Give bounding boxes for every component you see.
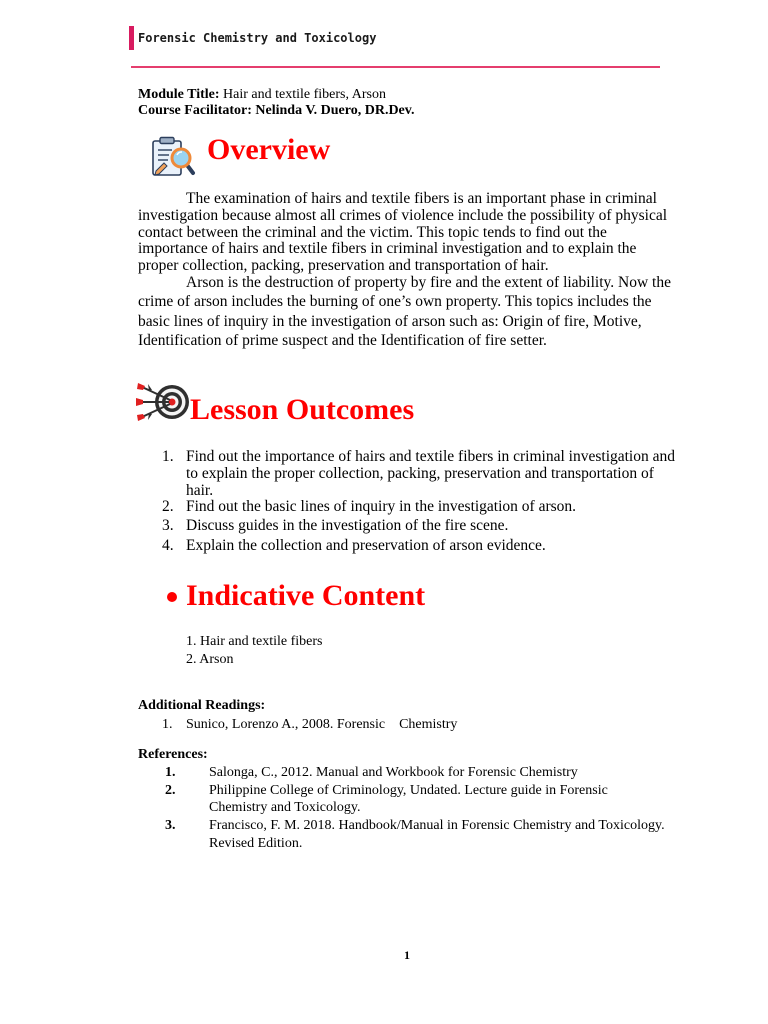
module-title-line (138, 87, 386, 103)
clipboard-magnifier-icon (150, 135, 196, 179)
reference-text: Francisco, F. M. 2018. Handbook/Manual in Forensic Chemistry and Toxicology. (209, 818, 665, 833)
reference-number: 1. (165, 765, 176, 780)
page-number: 1 (404, 948, 410, 962)
course-facilitator-value: Nelinda V. Duero, DR.Dev. (255, 103, 415, 118)
lesson-outcome-number: 1. (162, 448, 174, 465)
overview-paragraph-2-line: crime of arson includes the burning of one’s own property. This topics includes the (138, 293, 652, 310)
lesson-outcome-number: 4. (162, 537, 174, 554)
lesson-outcome-text: Explain the collection and preservation of arson evidence. (186, 537, 546, 554)
reference-text: Salonga, C., 2012. Manual and Workbook for Forensic Chemistry (209, 765, 578, 780)
reference-text: Chemistry and Toxicology. (209, 800, 361, 815)
reference-text: Philippine College of Criminology, Undated. Lecture guide in Forensic (209, 783, 608, 798)
lesson-outcome-number: 3. (162, 517, 174, 534)
overview-paragraph-2-line: Arson is the destruction of property by fire and the extent of liability. Now the (186, 274, 671, 291)
lesson-outcome-number: 2. (162, 498, 174, 515)
header-rule (131, 66, 660, 68)
header-accent-bar (129, 26, 134, 50)
references-heading: References: (138, 747, 208, 762)
additional-reading-number: 1. (162, 717, 173, 732)
lesson-outcome-text: Find out the importance of hairs and textile fibers in criminal investigation and (186, 448, 675, 465)
overview-heading: Overview (207, 133, 331, 166)
indicative-content-item: 1. Hair and textile fibers (186, 634, 323, 649)
overview-paragraph-1-line: The examination of hairs and textile fibers is an important phase in criminal (186, 190, 657, 207)
additional-readings-heading: Additional Readings: (138, 698, 266, 713)
additional-reading-text: Sunico, Lorenzo A., 2008. Forensic Chemistry (186, 717, 458, 732)
overview-paragraph-2-line: Identification of prime suspect and the Identification of fire setter. (138, 332, 547, 349)
module-title-label: Module Title: (138, 87, 220, 102)
reference-text: Revised Edition. (209, 836, 303, 851)
indicative-content-heading: Indicative Content (186, 579, 426, 612)
overview-paragraph-1-line: contact between the criminal and the victim. This topic tends to find out the (138, 224, 607, 241)
overview-paragraph-1-line: investigation because almost all crimes of violence include the possibility of physical (138, 207, 668, 224)
overview-paragraph-2-line: basic lines of inquiry in the investigation of arson such as: Origin of fire, Motive, (138, 313, 642, 330)
indicative-content-item: 2. Arson (186, 652, 234, 667)
lesson-outcome-text: hair. (186, 482, 214, 499)
reference-number: 3. (165, 818, 176, 833)
lesson-outcomes-heading: Lesson Outcomes (190, 393, 415, 426)
overview-paragraph-1-line: proper collection, packing, preservation and transportation of hair. (138, 257, 549, 274)
lesson-outcome-text: Find out the basic lines of inquiry in the investigation of arson. (186, 498, 577, 515)
lesson-outcome-text: Discuss guides in the investigation of the fire scene. (186, 517, 509, 534)
course-facilitator-label: Course Facilitator: (138, 103, 252, 118)
bullet-icon (167, 592, 177, 602)
module-title-value: Hair and textile fibers, Arson (223, 87, 386, 102)
dart-target-icon (136, 380, 190, 424)
lesson-outcome-text: to explain the proper collection, packing, preservation and transportation of (186, 465, 654, 482)
course-facilitator-line (138, 103, 415, 119)
overview-paragraph-1-line: importance of hairs and textile fibers in criminal investigation and to explain the (138, 240, 637, 257)
reference-number: 2. (165, 783, 176, 798)
header-title: Forensic Chemistry and Toxicology (138, 31, 377, 45)
